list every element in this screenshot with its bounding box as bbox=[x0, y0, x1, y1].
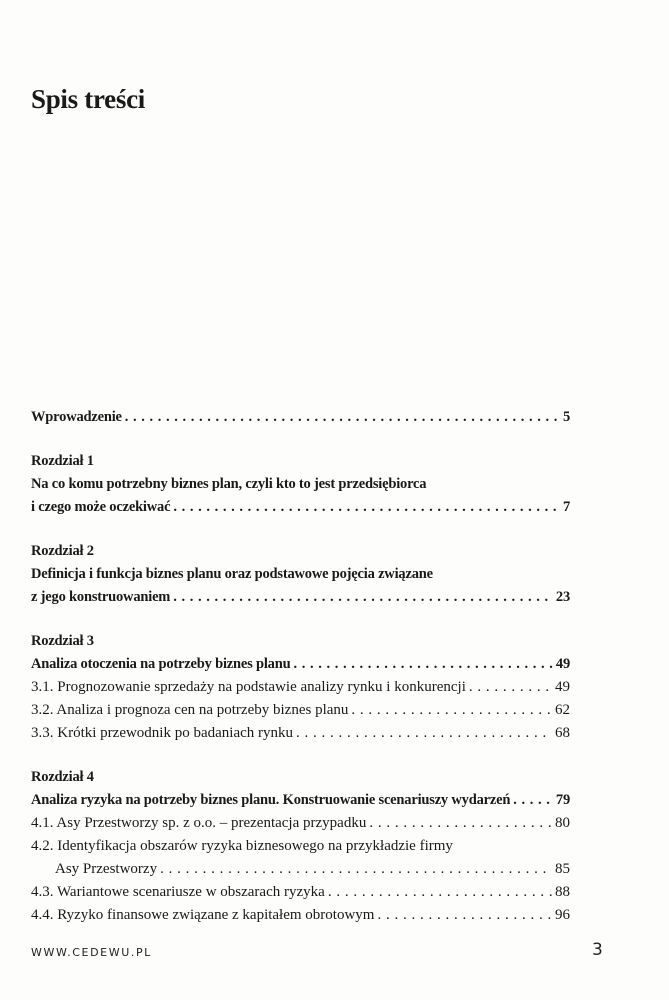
toc-entry bbox=[31, 835, 570, 858]
toc-page-number: 96 bbox=[555, 907, 570, 923]
toc-group bbox=[31, 540, 570, 609]
toc-entry-text: Wprowadzenie bbox=[31, 409, 122, 425]
toc-entry bbox=[31, 540, 570, 563]
footer-page-number: 3 bbox=[592, 940, 603, 960]
toc-page-number: 62 bbox=[555, 702, 570, 718]
leader-dots bbox=[296, 722, 552, 745]
page-title: Spis treści bbox=[31, 84, 145, 114]
toc-entry bbox=[31, 881, 570, 904]
leader-dots bbox=[293, 653, 552, 676]
toc-page-number: 68 bbox=[555, 725, 570, 741]
toc-entry bbox=[31, 473, 570, 496]
toc-entry-text: 4.4. Ryzyko finansowe związane z kapitałem obrotowym bbox=[31, 907, 375, 923]
toc-page-number: 85 bbox=[555, 861, 570, 877]
toc-entry bbox=[31, 812, 570, 835]
toc-entry-text: 3.2. Analiza i prognoza cen na potrzeby biznes planu bbox=[31, 702, 349, 718]
toc-page-number: 5 bbox=[562, 409, 570, 425]
toc-entry-text: Asy Przestworzy bbox=[55, 861, 158, 877]
toc-entry-text: z jego konstruowaniem bbox=[31, 589, 171, 605]
toc-entry bbox=[31, 789, 570, 812]
table-of-contents bbox=[31, 406, 570, 927]
toc-entry bbox=[31, 496, 570, 519]
toc-entry bbox=[31, 676, 570, 699]
toc-entry-text: i czego może oczekiwać bbox=[31, 499, 171, 515]
toc-page-number: 7 bbox=[562, 499, 570, 515]
toc-entry bbox=[31, 904, 570, 927]
toc-entry bbox=[31, 450, 570, 473]
toc-entry-text: 4.3. Wariantowe scenariusze w obszarach ryzyka bbox=[31, 884, 325, 900]
toc-entry bbox=[31, 722, 570, 745]
toc-entry bbox=[31, 563, 570, 586]
toc-entry bbox=[31, 653, 570, 676]
toc-entry-text: Rozdział 4 bbox=[31, 769, 94, 785]
leader-dots bbox=[328, 881, 552, 904]
toc-group bbox=[31, 450, 570, 519]
toc-page-number: 80 bbox=[555, 815, 570, 831]
leader-dots bbox=[173, 586, 553, 609]
toc-page-number: 79 bbox=[555, 792, 570, 808]
toc-group bbox=[31, 766, 570, 927]
toc-entry-text: Rozdział 2 bbox=[31, 543, 94, 559]
toc-entry bbox=[31, 586, 570, 609]
footer-url: WWW.CEDEWU.PL bbox=[31, 946, 152, 959]
leader-dots bbox=[369, 812, 552, 835]
toc-entry bbox=[31, 858, 570, 881]
toc-entry-text: Definicja i funkcja biznes planu oraz podstawowe pojęcia związane bbox=[31, 566, 433, 582]
leader-dots bbox=[125, 406, 560, 429]
leader-dots bbox=[377, 904, 552, 927]
toc-group bbox=[31, 630, 570, 745]
toc-entry bbox=[31, 699, 570, 722]
toc-group bbox=[31, 406, 570, 429]
toc-page-number: 88 bbox=[555, 884, 570, 900]
toc-page-number: 49 bbox=[555, 656, 570, 672]
toc-entry-text: Rozdział 1 bbox=[31, 453, 94, 469]
toc-page-number: 23 bbox=[555, 589, 570, 605]
toc-entry-text: Rozdział 3 bbox=[31, 633, 94, 649]
toc-entry-text: Na co komu potrzebny biznes plan, czyli kto to jest przedsiębiorca bbox=[31, 476, 427, 492]
toc-entry-text: 4.1. Asy Przestworzy sp. z o.o. – prezentacja przypadku bbox=[31, 815, 367, 831]
toc-entry bbox=[31, 406, 570, 429]
toc-entry bbox=[31, 630, 570, 653]
leader-dots bbox=[469, 676, 552, 699]
leader-dots bbox=[160, 858, 552, 881]
toc-entry-text: 3.1. Prognozowanie sprzedaży na podstawie analizy rynku i konkurencji bbox=[31, 679, 466, 695]
toc-entry-text: 3.3. Krótki przewodnik po badaniach rynku bbox=[31, 725, 294, 741]
toc-page-number: 49 bbox=[555, 679, 570, 695]
leader-dots bbox=[351, 699, 552, 722]
leader-dots bbox=[173, 496, 560, 519]
leader-dots bbox=[513, 789, 553, 812]
toc-entry bbox=[31, 766, 570, 789]
toc-entry-text: Analiza ryzyka na potrzeby biznes planu. Konstruowanie scenariuszy wydarzeń bbox=[31, 792, 511, 808]
toc-entry-text: Analiza otoczenia na potrzeby biznes planu bbox=[31, 656, 291, 672]
toc-entry-text: 4.2. Identyfikacja obszarów ryzyka biznesowego na przykładzie firmy bbox=[31, 838, 453, 854]
